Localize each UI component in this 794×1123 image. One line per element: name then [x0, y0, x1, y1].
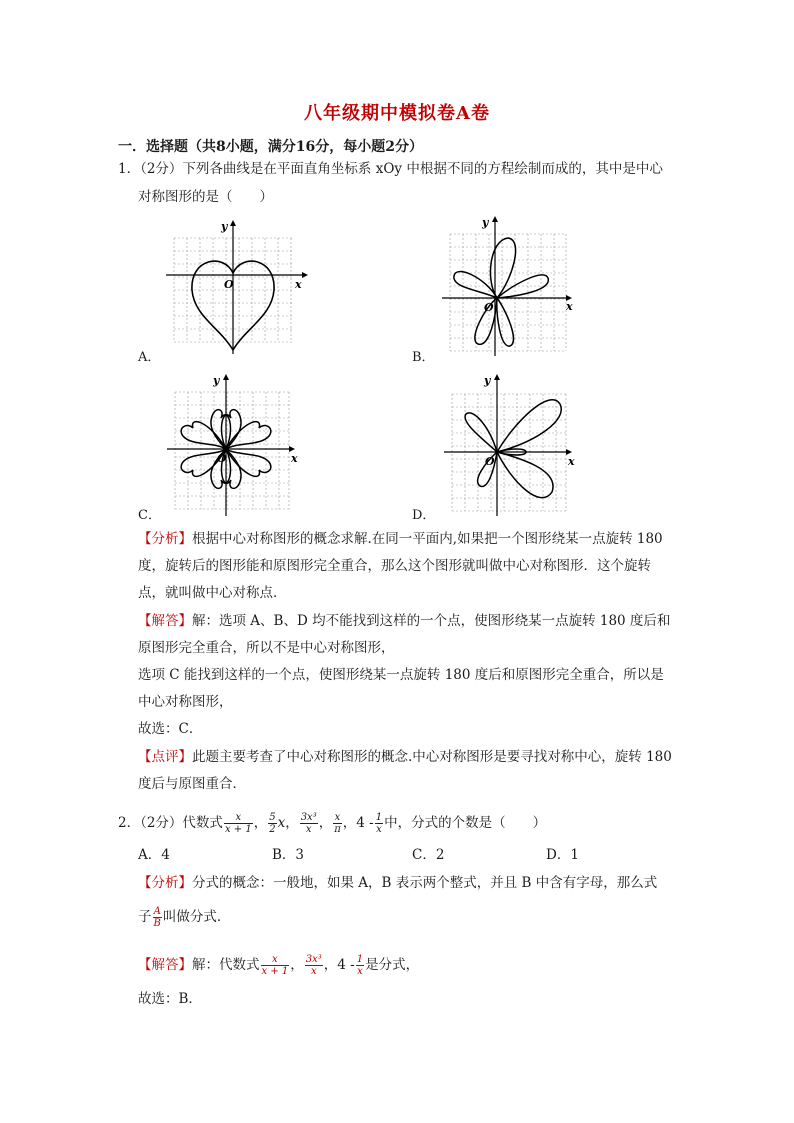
q2-answer-tail: 是分式， — [365, 957, 420, 973]
q2-answer-sep1: ， — [290, 957, 304, 973]
graph-c-y-label: y — [213, 374, 220, 387]
q1-answer-line4: 中心对称图形， — [138, 694, 233, 710]
q2-prefix: 2．（2分）代数式 — [118, 815, 223, 831]
q2-option-c: C．2 — [412, 847, 445, 863]
q2-expr5 — [375, 812, 383, 835]
q1-analysis-line1 — [138, 526, 663, 553]
q1-review-tag: 【点评】 — [138, 749, 192, 765]
q1-review-line1 — [138, 744, 672, 771]
q2-answer-line — [138, 950, 419, 980]
q2-answer-head: 解：代数式 — [192, 957, 260, 973]
q2-suffix: 中，分式的个数是（ ） — [384, 815, 547, 831]
q2-expr3 — [300, 812, 318, 835]
q2-option-b: B．3 — [272, 847, 305, 863]
graph-d-butterfly — [440, 370, 585, 518]
q2-answer-sep2: ， — [323, 957, 338, 973]
q2-answer-expr3-den: x — [310, 966, 317, 977]
graph-b-origin: O — [484, 301, 494, 314]
section-heading: 一．选择题（共8小题，满分16分，每小题2分） — [118, 139, 423, 155]
q2-answer-expr5-head: 4 - — [337, 957, 355, 973]
q2-answer-expr5 — [356, 954, 364, 977]
q1-option-c: C． — [138, 508, 161, 523]
graph-a-x-label: x — [295, 278, 302, 291]
graph-b-x-label: x — [566, 300, 573, 313]
q1-choice: 故选：C． — [138, 721, 203, 737]
q2-expr4-num: x — [334, 812, 341, 823]
q2-expr2-tail: x — [277, 815, 286, 831]
q1-answer-line2: 原图形完全重合，所以不是中心对称图形， — [138, 640, 395, 656]
q1-answer-line3: 选项 C 能找到这样的一个点，使图形绕某一点旋转 180 度后和原图形完全重合，所以是 — [138, 667, 664, 683]
q2-analysis-head: 子 — [138, 909, 152, 925]
page-title: 八年级期中模拟卷A卷 — [304, 103, 490, 124]
graph-b-flower — [440, 210, 585, 360]
q1-answer-line1 — [138, 608, 670, 635]
q2-expr5-den: x — [376, 824, 382, 835]
q2-expr3-num: 3x³ — [300, 812, 317, 823]
q1-option-a: A． — [138, 350, 161, 365]
graph-c-x-label: x — [291, 452, 298, 465]
graph-d-x-label: x — [568, 455, 575, 468]
q1-review-text1: 此题主要考查了中心对称图形的概念.中心对称图形是要寻找对称中心，旋转 180 — [192, 749, 672, 765]
q1-stem-line1: 1．（2分）下列各曲线是在平面直角坐标系 xOy 中根据不同的方程绘制而成的，其中是中心 — [118, 161, 663, 177]
q2-analysis-text1: 分式的概念：一般地，如果 A，B 表示两个整式，并且 B 中含有字母，那么式 — [192, 875, 658, 891]
q2-expr2-den: 2 — [269, 824, 276, 835]
q1-analysis-line3: 点，就叫做中心对称点． — [138, 585, 287, 601]
graph-a-origin: O — [224, 278, 234, 291]
q1-stem-line2: 对称图形的是（ ） — [138, 189, 273, 205]
q2-sep2: ， — [285, 815, 299, 831]
q2-expr4 — [333, 812, 342, 835]
q2-expr1-den: x + 1 — [224, 824, 252, 835]
q2-analysis-frac — [153, 906, 162, 929]
q2-answer-expr1 — [261, 954, 290, 977]
q2-answer-expr1-den: x + 1 — [261, 966, 289, 977]
q2-answer-expr5-num: 1 — [356, 954, 364, 965]
q2-answer-expr3 — [305, 954, 323, 977]
q2-analysis-tag: 【分析】 — [138, 875, 192, 891]
q2-sep3: ， — [318, 815, 333, 831]
q1-answer-text1: 解：选项 A、B、D 均不能找到这样的一个点，使图形绕某一点旋转 180 度后和 — [192, 613, 671, 629]
q2-expr3-den: x — [305, 824, 312, 835]
q2-expr2 — [268, 812, 276, 835]
graph-c-clover — [163, 370, 308, 518]
q1-analysis-text1: 根据中心对称图形的概念求解.在同一平面内,如果把一个图形绕某一点旋转 180 — [192, 531, 663, 547]
q2-answer-tag: 【解答】 — [138, 957, 192, 973]
q2-answer-expr3-num: 3x³ — [305, 954, 322, 965]
q1-option-b: B． — [412, 350, 435, 365]
q2-analysis-tail: 叫做分式． — [162, 909, 231, 925]
graph-c-origin: O — [217, 452, 227, 465]
graph-d-y-label: y — [484, 374, 491, 387]
q2-expr1-num: x — [224, 812, 253, 824]
q2-stem — [118, 808, 546, 838]
q2-answer-expr5-den: x — [357, 966, 363, 977]
q2-option-d: D．1 — [546, 847, 579, 863]
q2-expr5-num: 1 — [375, 812, 383, 823]
q1-analysis-tag: 【分析】 — [138, 531, 192, 547]
q2-analysis-frac-den: B — [153, 918, 161, 929]
q2-expr5-head: 4 - — [356, 815, 374, 831]
q2-expr2-num: 5 — [269, 812, 276, 823]
q1-option-d: D． — [412, 508, 436, 523]
q1-review-line2: 度后与原图重合． — [138, 776, 246, 792]
q2-sep1: ， — [253, 815, 268, 831]
q2-analysis-line1 — [138, 870, 657, 897]
q2-expr4-den: π — [334, 824, 341, 835]
graph-a-y-label: y — [221, 220, 228, 233]
q2-choice: 故选：B． — [138, 991, 202, 1007]
q1-analysis-line2: 度，旋转后的图形能和原图形完全重合，那么这个图形就叫做中心对称图形．这个旋转 — [138, 558, 651, 574]
graph-d-origin: O — [485, 455, 495, 468]
q2-analysis-frac-num: A — [153, 906, 161, 917]
graph-a-heart — [162, 218, 312, 358]
q2-sep4: ， — [342, 815, 357, 831]
graph-b-y-label: y — [482, 216, 489, 229]
q1-answer-tag: 【解答】 — [138, 613, 192, 629]
q2-analysis-line2 — [138, 902, 230, 932]
q2-answer-expr1-num: x — [261, 954, 290, 966]
q2-option-a: A．4 — [138, 847, 170, 863]
q2-expr1 — [224, 812, 253, 835]
